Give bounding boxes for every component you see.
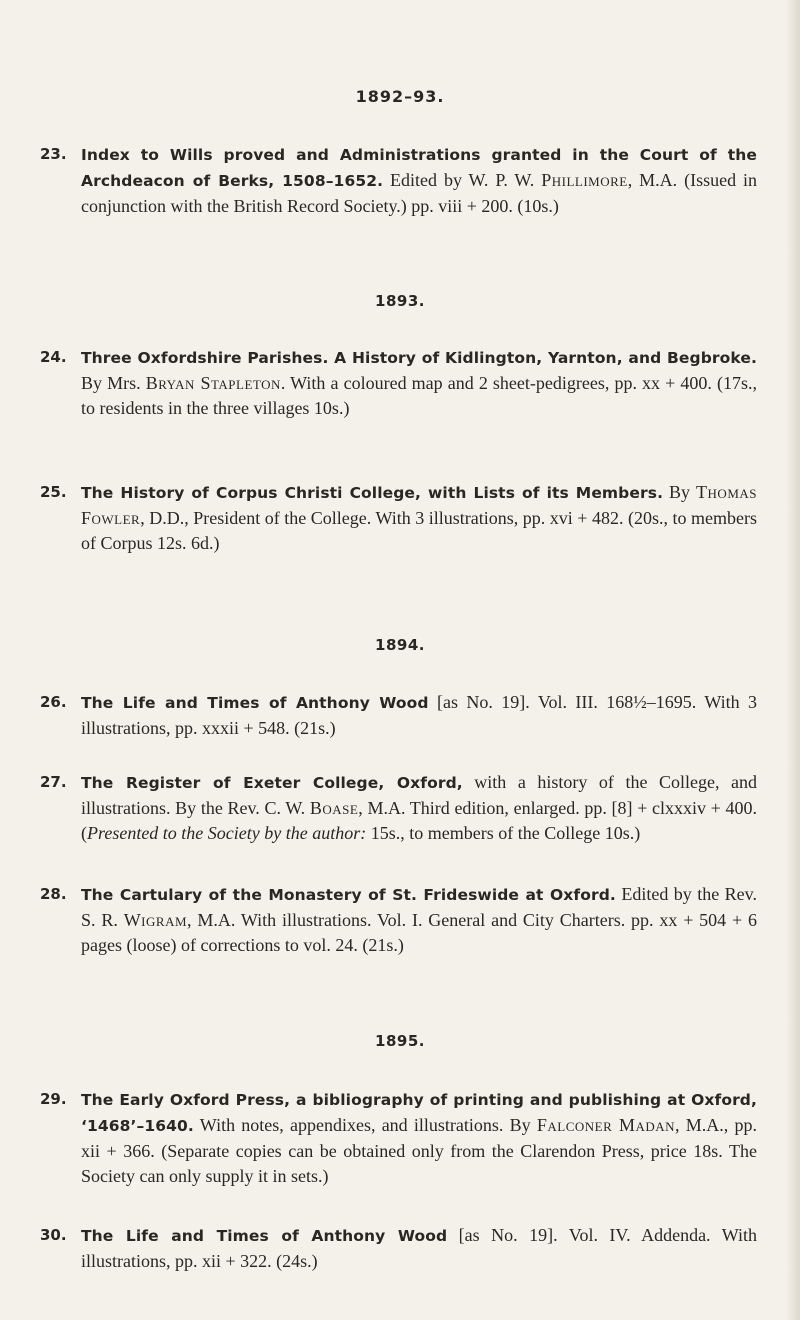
entry-number: 25. — [40, 483, 67, 501]
entry-number: 26. — [40, 693, 67, 711]
entry-number: 23. — [40, 145, 67, 163]
entry-title: The Life and Times of Anthony Wood — [81, 1227, 448, 1245]
running-head: 1892–93. — [355, 87, 445, 106]
entry-desc: , M.A., pp. xii + 366. (Separate copies can be obtained only from the Clarendon Press, price 18s. The Society can only supply it in sets.) — [81, 1115, 757, 1186]
entry-30 — [40, 1223, 760, 1274]
entry-text — [81, 1223, 757, 1274]
entry-author: Bryan Stapleton — [145, 373, 281, 393]
entry-desc: , M.A. Third edition, enlarged. pp. [8] + clxxxiv + 400. ( — [81, 798, 757, 843]
entry-desc: Edited by the Rev. S. R. — [81, 884, 757, 930]
entry-text — [81, 1087, 757, 1189]
entry-number: 30. — [40, 1226, 67, 1244]
entry-27 — [40, 770, 760, 846]
entry-author: Thomas Fowler — [81, 482, 757, 528]
page-edge-shadow — [786, 0, 800, 1320]
entry-author: Wigram — [123, 910, 188, 930]
entry-desc: , M.A. (Issued in conjunction with the British Record Society.) pp. viii + 200. (10s.) — [81, 170, 758, 216]
entry-desc: Edited by W. P. W. — [383, 170, 542, 190]
entry-desc: , M.A. With illustrations. Vol. I. General and City Charters. pp. xx + 504 + 6 pages (loose) of corrections to vol. 24. (21s.) — [81, 910, 757, 955]
entry-author: Phillimore — [541, 170, 628, 190]
entry-desc: 15s., to members of the College 10s.) — [366, 823, 641, 843]
entry-28 — [40, 882, 760, 958]
entry-title: Three Oxfordshire Parishes. A History of Kidlington, Yarnton, and Begbroke. — [81, 349, 757, 367]
entry-desc: with a history of the College, and illustrations. By the Rev. C. W. — [81, 772, 757, 818]
entry-number: 24. — [40, 348, 67, 366]
entry-text — [81, 690, 757, 741]
entry-23 — [40, 142, 760, 219]
section-year-1893: 1893. — [375, 292, 425, 310]
entry-number: 27. — [40, 773, 67, 791]
section-year-1895: 1895. — [375, 1032, 425, 1050]
entry-title: The Register of Exeter College, Oxford, — [81, 774, 463, 792]
entry-26 — [40, 690, 760, 741]
entry-number: 29. — [40, 1090, 67, 1108]
entry-desc: With notes, appendixes, and illustrations. By — [193, 1115, 537, 1135]
entry-desc: By Mrs. — [81, 373, 146, 393]
entry-29 — [40, 1087, 760, 1189]
entry-text — [81, 480, 757, 556]
entry-desc: [as No. 19]. Vol. IV. Addenda. With illustrations, pp. xii + 322. (24s.) — [81, 1225, 757, 1271]
entry-desc: By — [663, 482, 697, 502]
entry-title: The Cartulary of the Monastery of St. Frideswide at Oxford. — [81, 886, 616, 904]
entry-title: Index to Wills proved and Administrations granted in the Court of the Archdeacon of Berks, 1508–1652. — [81, 146, 757, 190]
entry-text — [81, 142, 757, 219]
entry-text — [81, 770, 757, 846]
entry-title: The Life and Times of Anthony Wood — [81, 694, 429, 712]
entry-desc: [as No. 19]. Vol. III. 168½–1695. With 3 illustrations, pp. xxxii + 548. (21s.) — [81, 692, 757, 738]
entry-24 — [40, 345, 760, 421]
entry-desc: , D.D., President of the College. With 3 illustrations, pp. xvi + 482. (20s., to members of Corpus 12s. 6d.) — [81, 508, 757, 553]
entry-author: Falconer Madan — [536, 1115, 676, 1135]
entry-title: The History of Corpus Christi College, with Lists of its Members. — [81, 484, 664, 502]
section-year-1894: 1894. — [375, 636, 425, 654]
entry-25 — [40, 480, 760, 556]
entry-text — [81, 345, 757, 421]
entry-number: 28. — [40, 885, 67, 903]
entry-title: The Early Oxford Press, a bibliography of printing and publishing at Oxford, ‘1468’–1640. — [81, 1091, 757, 1135]
entry-presented-note: Presented to the Society by the author: — [87, 823, 367, 843]
entry-author: Boase — [309, 798, 359, 818]
entry-text — [81, 882, 757, 958]
entry-desc: . With a coloured map and 2 sheet-pedigrees, pp. xx + 400. (17s., to residents in the three villages 10s.) — [81, 373, 757, 418]
